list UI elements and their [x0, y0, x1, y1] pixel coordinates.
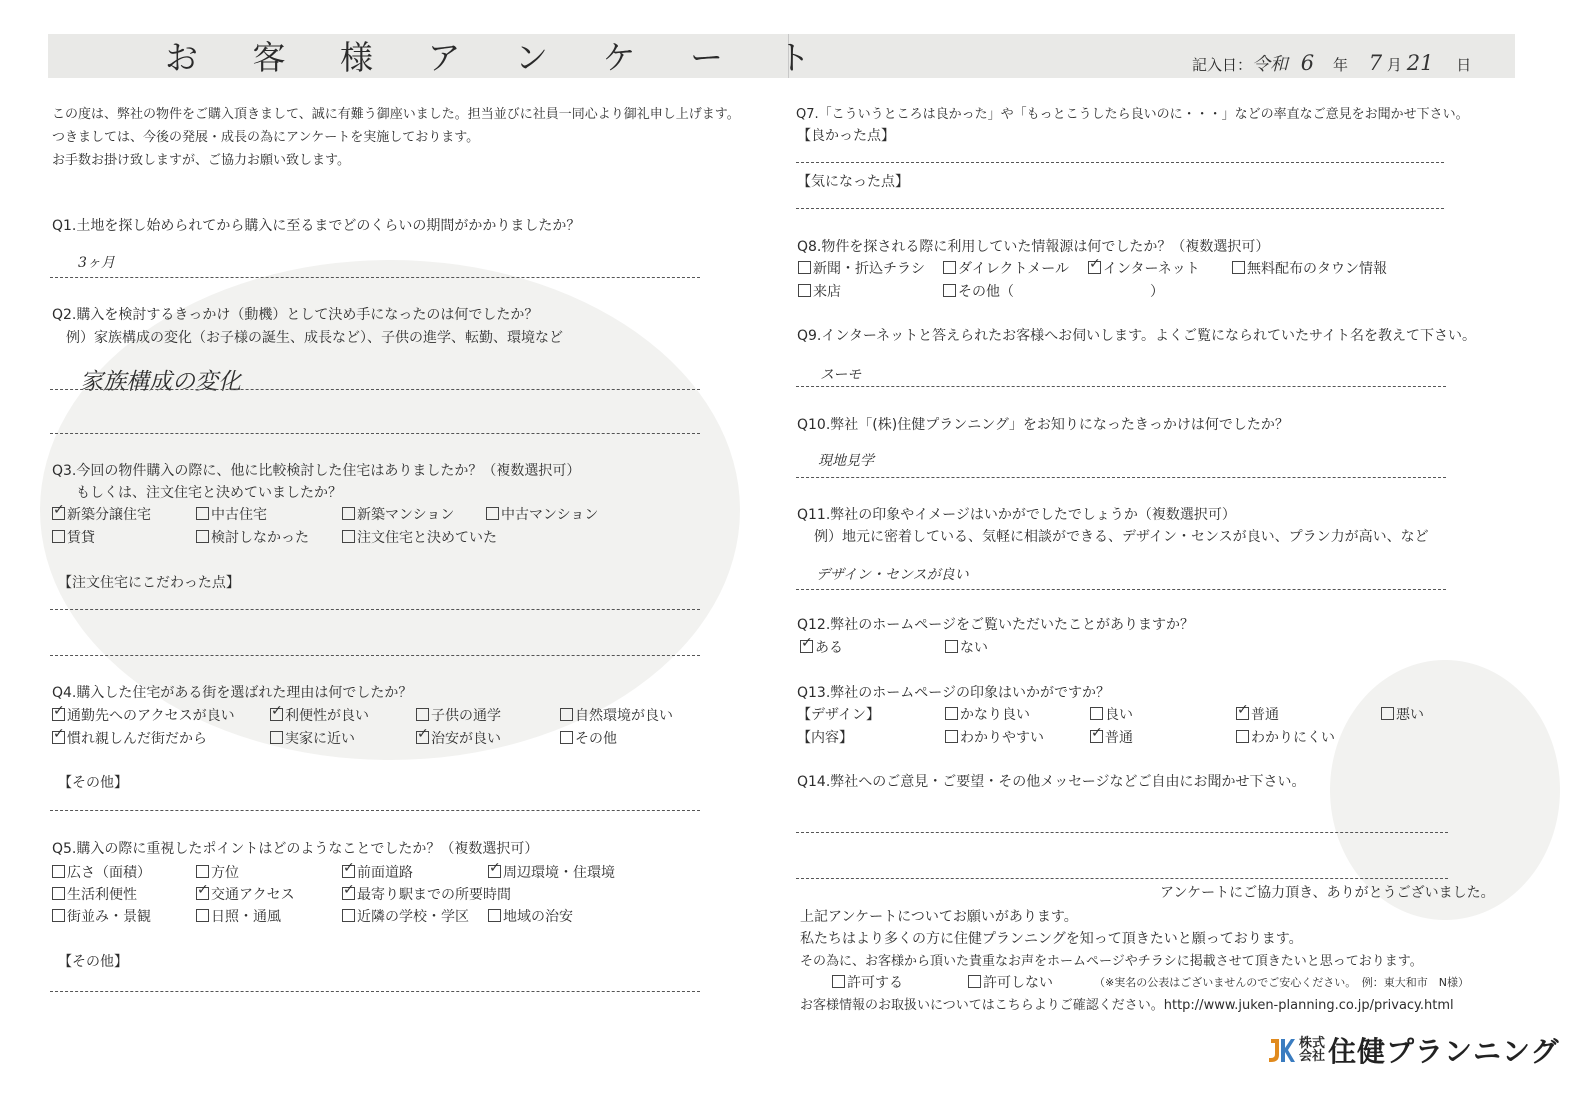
permission-deny[interactable]: 許可しない — [968, 972, 1053, 992]
q8-option-internet[interactable]: ✓ インターネット — [1088, 258, 1200, 278]
q12-question: Q12.弊社のホームページをご覧いただいたことがありますか？ — [797, 617, 1195, 633]
intro-line-2: つきましては、今後の発展・成長の為にアンケートを実施しております。 — [52, 130, 480, 145]
checkbox-checked[interactable] — [52, 731, 65, 744]
q13-content-unclear[interactable]: わかりにくい — [1236, 727, 1335, 747]
q9-answer[interactable]: スーモ — [820, 367, 862, 383]
company-logo — [1265, 1030, 1559, 1070]
q4-note-label: 【その他】 — [58, 775, 128, 791]
checkbox[interactable] — [196, 530, 209, 543]
q8-option-other[interactable]: その他（ — [943, 281, 1014, 301]
checkbox[interactable] — [798, 284, 811, 297]
q2-question: Q2.購入を検討するきっかけ（動機）として決め手になったのは何でしたか？ — [52, 307, 539, 323]
checkbox[interactable] — [52, 865, 65, 878]
checkbox[interactable] — [52, 887, 65, 900]
q5-note-label: 【その他】 — [58, 954, 128, 970]
checkbox[interactable] — [945, 730, 958, 743]
q1-answer[interactable]: 3ヶ月 — [78, 255, 115, 271]
q3-option-none[interactable]: 検討しなかった — [196, 527, 309, 547]
q3-option-new-built[interactable]: ✓新築分譲住宅 — [52, 504, 151, 524]
q4-option-parents[interactable]: 実家に近い — [270, 728, 355, 748]
watermark-right — [1330, 660, 1560, 920]
date-year: 6 — [1300, 51, 1315, 75]
q3-option-rental[interactable]: 賃貸 — [52, 527, 95, 547]
q14-question: Q14.弊社へのご意見・ご要望・その他メッセージなどご自由にお聞かせ下さい。 — [797, 774, 1306, 790]
q11-question: Q11.弊社の印象やイメージはいかがでしたでしょうか（複数選択可） — [797, 507, 1236, 523]
q12-option-yes[interactable]: ✓ある — [800, 637, 843, 657]
checkbox[interactable] — [486, 507, 499, 520]
q5-option-transport[interactable]: ✓ 交通アクセス — [196, 884, 295, 904]
intro-line-1: この度は、弊社の物件をご購入頂きまして、誠に有難う御座いました。担当並びに社員一同心より御礼申し上げます。 — [52, 107, 740, 122]
q5-question: Q5.購入の際に重視したポイントはどのようなことでしたか？（複数選択可） — [52, 841, 539, 857]
q4-option-convenience[interactable]: ✓ 利便性が良い — [270, 705, 369, 725]
q11-answer-line — [796, 589, 1446, 590]
checkbox-checked[interactable] — [342, 887, 355, 900]
q4-note-line — [50, 810, 700, 811]
permission-allow[interactable]: 許可する — [832, 972, 903, 992]
q3-option-used-mansion[interactable]: 中古マンション — [486, 504, 598, 524]
q5-option-streetscape[interactable]: 街並み・景観 — [52, 906, 151, 926]
q14-line-2 — [796, 878, 1448, 879]
q8-option-newspaper[interactable]: 新聞・折込チラシ — [798, 258, 925, 278]
q13-design-normal[interactable]: ✓ 普通 — [1236, 704, 1279, 724]
q2-answer-line-2 — [50, 433, 700, 434]
q13-design-label: 【デザイン】 — [797, 707, 881, 723]
q13-design-very-good[interactable]: かなり良い — [945, 704, 1030, 724]
q13-content-clear[interactable]: わかりやすい — [945, 727, 1044, 747]
q5-note-line — [50, 991, 700, 992]
checkbox-checked[interactable] — [270, 708, 283, 721]
q13-question: Q13.弊社のホームページの印象はいかがですか？ — [797, 685, 1111, 701]
q4-option-school[interactable]: 子供の通学 — [416, 705, 501, 725]
q5-option-daily-convenience[interactable]: 生活利便性 — [52, 884, 137, 904]
q5-option-front-road[interactable]: ✓ 前面道路 — [342, 862, 413, 882]
q7-concern-line — [796, 208, 1444, 209]
q5-option-sunlight[interactable]: 日照・通風 — [196, 906, 281, 926]
q5-option-station-time[interactable]: ✓ 最寄り駅までの所要時間 — [342, 884, 511, 904]
checkbox[interactable] — [416, 708, 429, 721]
q8-question: Q8.物件を探される際に利用していた情報源は何でしたか？（複数選択可） — [797, 239, 1270, 255]
q4-option-access[interactable]: ✓通勤先へのアクセスが良い — [52, 705, 235, 725]
q4-option-safety[interactable]: ✓ 治安が良い — [416, 728, 501, 748]
checkbox[interactable] — [798, 261, 811, 274]
checkbox[interactable] — [52, 909, 65, 922]
checkbox[interactable] — [488, 909, 501, 922]
checkbox[interactable] — [1236, 730, 1249, 743]
checkbox[interactable] — [945, 640, 958, 653]
q13-content-normal[interactable]: ✓ 普通 — [1090, 727, 1133, 747]
q2-answer-line-1 — [50, 389, 700, 390]
q3-option-custom[interactable]: 注文住宅と決めていた — [342, 527, 497, 547]
q3-note-label: 【注文住宅にこだわった点】 — [58, 575, 240, 591]
intro-line-3: お手数お掛け致しますが、ご協力お願い致します。 — [52, 153, 350, 168]
q5-option-local-safety[interactable]: 地域の治安 — [488, 906, 573, 926]
checkbox[interactable] — [196, 865, 209, 878]
q8-other-close: ） — [1150, 284, 1164, 300]
checkbox[interactable] — [196, 507, 209, 520]
checkbox-checked[interactable] — [1090, 730, 1103, 743]
checkbox-checked[interactable] — [52, 507, 65, 520]
checkbox[interactable] — [342, 507, 355, 520]
checkbox[interactable] — [1090, 707, 1103, 720]
q7-good-line — [796, 162, 1444, 163]
checkbox[interactable] — [1381, 707, 1394, 720]
privacy-link[interactable]: お客様情報のお取扱いについてはこちらよりご確認ください。http://www.juken-planning.co.jp/privacy.html — [800, 998, 1454, 1013]
checkbox[interactable] — [270, 731, 283, 744]
checkbox[interactable] — [196, 909, 209, 922]
q7-good-label: 【良かった点】 — [797, 128, 895, 144]
checkbox[interactable] — [342, 909, 355, 922]
checkbox[interactable] — [943, 284, 956, 297]
q12-option-no[interactable]: ない — [945, 637, 988, 657]
q8-option-visit[interactable]: 来店 — [798, 281, 841, 301]
q9-question: Q9.インターネットと答えられたお客様へお伺いします。よくご覧になられていたサイト名を教えて下さい。 — [797, 328, 1477, 344]
request-line-2: 私たちはより多くの方に住健プランニングを知って頂きたいと願っております。 — [800, 931, 1303, 947]
q3-option-used-house[interactable]: 中古住宅 — [196, 504, 267, 524]
q2-example: 例）家族構成の変化（お子様の誕生、成長など）、子供の進学、転勤、環境など — [66, 330, 563, 346]
checkbox-checked[interactable] — [342, 865, 355, 878]
q2-answer[interactable]: 家族構成の変化 — [80, 369, 241, 395]
q5-option-direction[interactable]: 方位 — [196, 862, 239, 882]
logo-mark-icon — [1265, 1035, 1295, 1065]
checkbox[interactable] — [943, 261, 956, 274]
q11-answer[interactable]: デザイン・センスが良い — [816, 567, 969, 583]
date-day: 21 — [1406, 51, 1434, 75]
q3-note-line-2 — [50, 655, 700, 656]
q14-line-1 — [796, 832, 1448, 833]
checkbox[interactable] — [52, 530, 65, 543]
checkbox-checked[interactable] — [1088, 261, 1101, 274]
q13-design-bad[interactable]: 悪い — [1381, 704, 1424, 724]
q3-option-new-mansion[interactable]: 新築マンション — [342, 504, 454, 524]
q1-question: Q1.土地を探し始められてから購入に至るまでどのくらいの期間がかかりましたか？ — [52, 218, 581, 234]
checkbox-checked[interactable] — [196, 887, 209, 900]
date-month: 7 — [1368, 51, 1383, 75]
q10-answer-line — [796, 477, 1446, 478]
q4-option-familiar[interactable]: ✓慣れ親しんだ街だから — [52, 728, 207, 748]
q4-option-other[interactable]: その他 — [560, 728, 617, 748]
page-title: お 客 様 ア ン ケ ー ト — [165, 38, 833, 77]
q13-content-label: 【内容】 — [797, 730, 853, 746]
checkbox-checked[interactable] — [800, 640, 813, 653]
anonymity-note: （※実名の公表はございませんのでご安心ください。 例：東大和市 N様） — [1094, 976, 1469, 989]
checkbox[interactable] — [560, 708, 573, 721]
checkbox[interactable] — [560, 731, 573, 744]
checkbox[interactable] — [945, 707, 958, 720]
q4-question: Q4.購入した住宅がある街を選ばれた理由は何でしたか？ — [52, 685, 413, 701]
q1-answer-line — [50, 277, 700, 278]
q3-question: Q3.今回の物件購入の際に、他に比較検討した住宅はありましたか？（複数選択可） — [52, 463, 581, 479]
checkbox-checked[interactable] — [416, 731, 429, 744]
q10-question: Q10.弊社「(株)住健プランニング」をお知りになったきっかけは何でしたか？ — [797, 417, 1289, 433]
q3-question-2: もしくは、注文住宅と決めていましたか？ — [76, 485, 342, 501]
q5-option-school-district[interactable]: 近隣の学校・学区 — [342, 906, 469, 926]
q8-option-town-info[interactable]: 無料配布のタウン情報 — [1232, 258, 1387, 278]
logo-company-name: 住健プランニング — [1328, 1035, 1560, 1068]
q8-option-direct-mail[interactable]: ダイレクトメール — [943, 258, 1069, 278]
q11-example: 例）地元に密着している、気軽に相談ができる、デザイン・センスが良い、プラン力が高い、など — [814, 529, 1429, 545]
checkbox[interactable] — [342, 530, 355, 543]
q4-option-nature[interactable]: 自然環境が良い — [560, 705, 673, 725]
q5-option-area[interactable]: 広さ（面積） — [52, 862, 151, 882]
q13-design-good[interactable]: 良い — [1090, 704, 1133, 724]
q9-answer-line — [796, 386, 1446, 387]
q3-note-line-1 — [50, 609, 700, 610]
request-line-3: その為に、お客様から頂いた貴重なお声をホームページやチラシに掲載させて頂きたいと思っております。 — [800, 954, 1423, 969]
logo-company-type: 株式 会社 — [1299, 1036, 1326, 1064]
checkbox-checked[interactable] — [52, 708, 65, 721]
checkbox[interactable] — [968, 975, 981, 988]
q7-question: Q7.「こういうところは良かった」や「もっとこうしたら良いのに・・・」などの率直なご意見をお聞かせ下さい。 — [796, 107, 1469, 122]
request-line-1: 上記アンケートについてお願いがあります。 — [800, 909, 1078, 925]
q7-concern-label: 【気になった点】 — [797, 174, 909, 190]
checkbox[interactable] — [832, 975, 845, 988]
entry-date: 記入日：令和 6 年 7 月 21 日 — [1192, 51, 1472, 75]
date-era: 令和 — [1252, 54, 1289, 75]
q5-option-environment[interactable]: ✓ 周辺環境・住環境 — [488, 862, 615, 882]
checkbox-checked[interactable] — [1236, 707, 1249, 720]
q10-answer[interactable]: 現地見学 — [818, 453, 874, 469]
checkbox[interactable] — [1232, 261, 1245, 274]
thanks-message: アンケートにご協力頂き、ありがとうございました。 — [1160, 885, 1495, 901]
checkbox-checked[interactable] — [488, 865, 501, 878]
